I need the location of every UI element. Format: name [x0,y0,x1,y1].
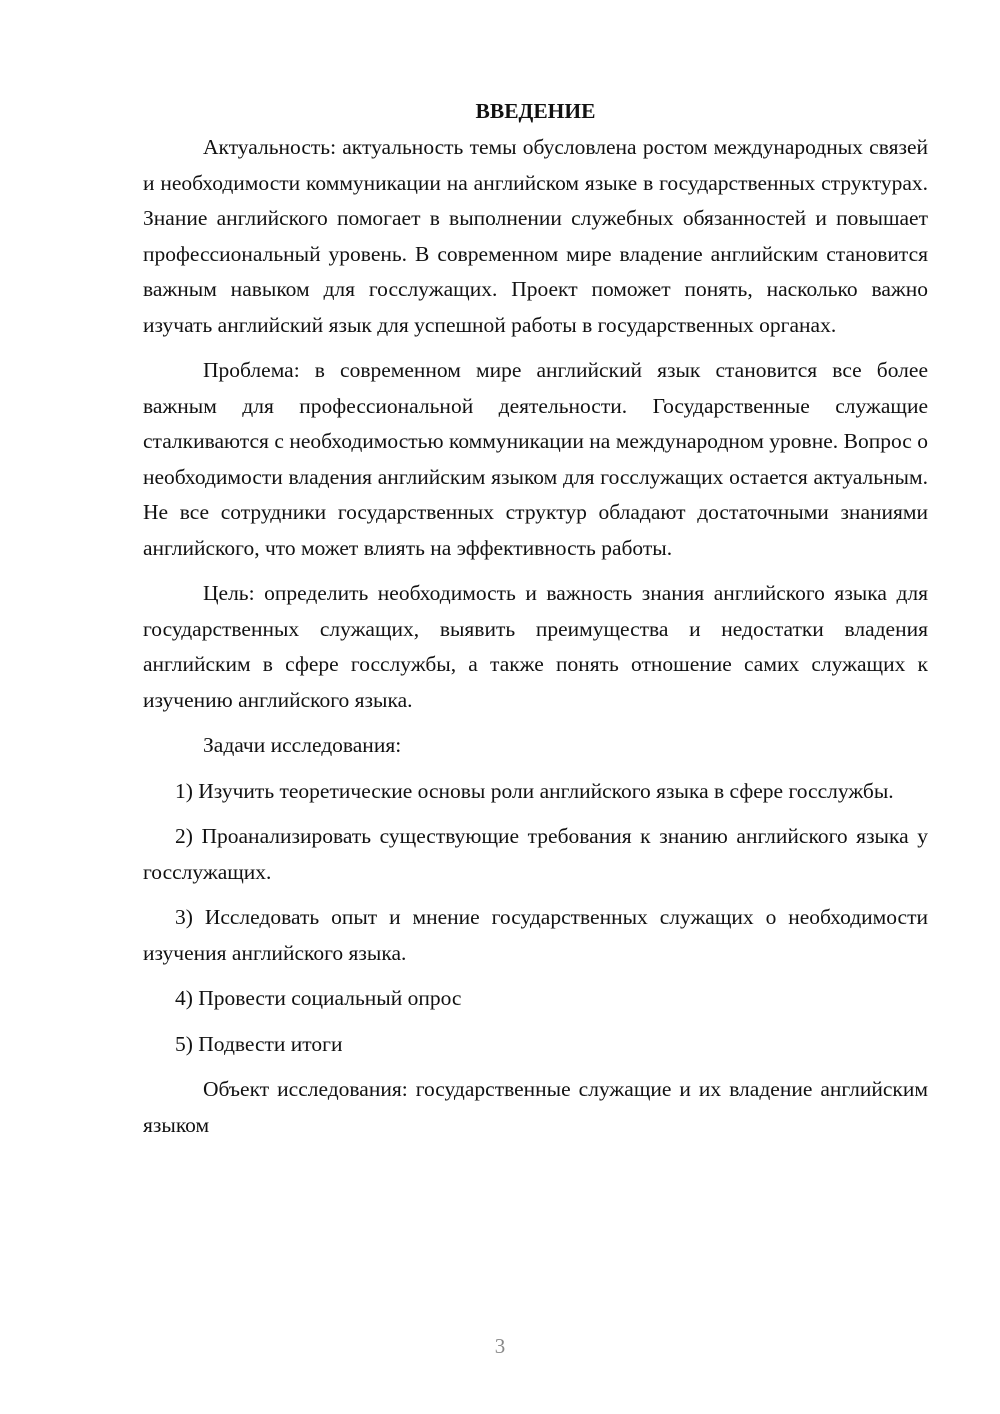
task-item-2: 2) Проанализировать существующие требования к знанию английского языка у госслужащих. [143,824,928,884]
object-paragraph: Объект исследования: государственные служащие и их владение английским языком [143,1077,928,1137]
document-page [143,96,928,1153]
task-item-5: 5) Подвести итоги [175,1031,343,1056]
task-item-3: 3) Исследовать опыт и мнение государственных служащих о необходимости изучения английского языка. [143,905,928,965]
tasks-heading: Задачи исследования: [203,733,402,757]
task-item-1: 1) Изучить теоретические основы роли английского языка в сфере госслужбы. [175,778,894,803]
relevance-paragraph: Актуальность: актуальность темы обусловлена ростом международных связей и необходимости коммуникации на английском языке в государственных структурах. Знание английского помогает в выполнении служебных обязанностей и повышает профессиональный уровень. В современном мире владение английским становится важным навыком для госслужащих. Проект поможет понять, насколько важно изучать английский язык для успешной работы в государственных органах. [143,135,928,337]
problem-paragraph: Проблема: в современном мире английский язык становится все более важным для профессиональной деятельности. Государственные служащие сталкиваются с необходимостью коммуникации на международном уровне. Вопрос о необходимости владения английским языком для госслужащих остается актуальным. Не все сотрудники государственных структур обладают достаточными знаниями английского, что может влиять на эффективность работы. [143,358,928,560]
goal-paragraph: Цель: определить необходимость и важность знания английского языка для государственных служащих, выявить преимущества и недостатки владения английским в сфере госслужбы, а также понять отношение самих служащих к изучению английского языка. [143,581,928,712]
page-number: 3 [494,1334,506,1358]
task-item-4: 4) Провести социальный опрос [175,986,462,1010]
section-title: ВВЕДЕНИЕ [475,99,596,123]
